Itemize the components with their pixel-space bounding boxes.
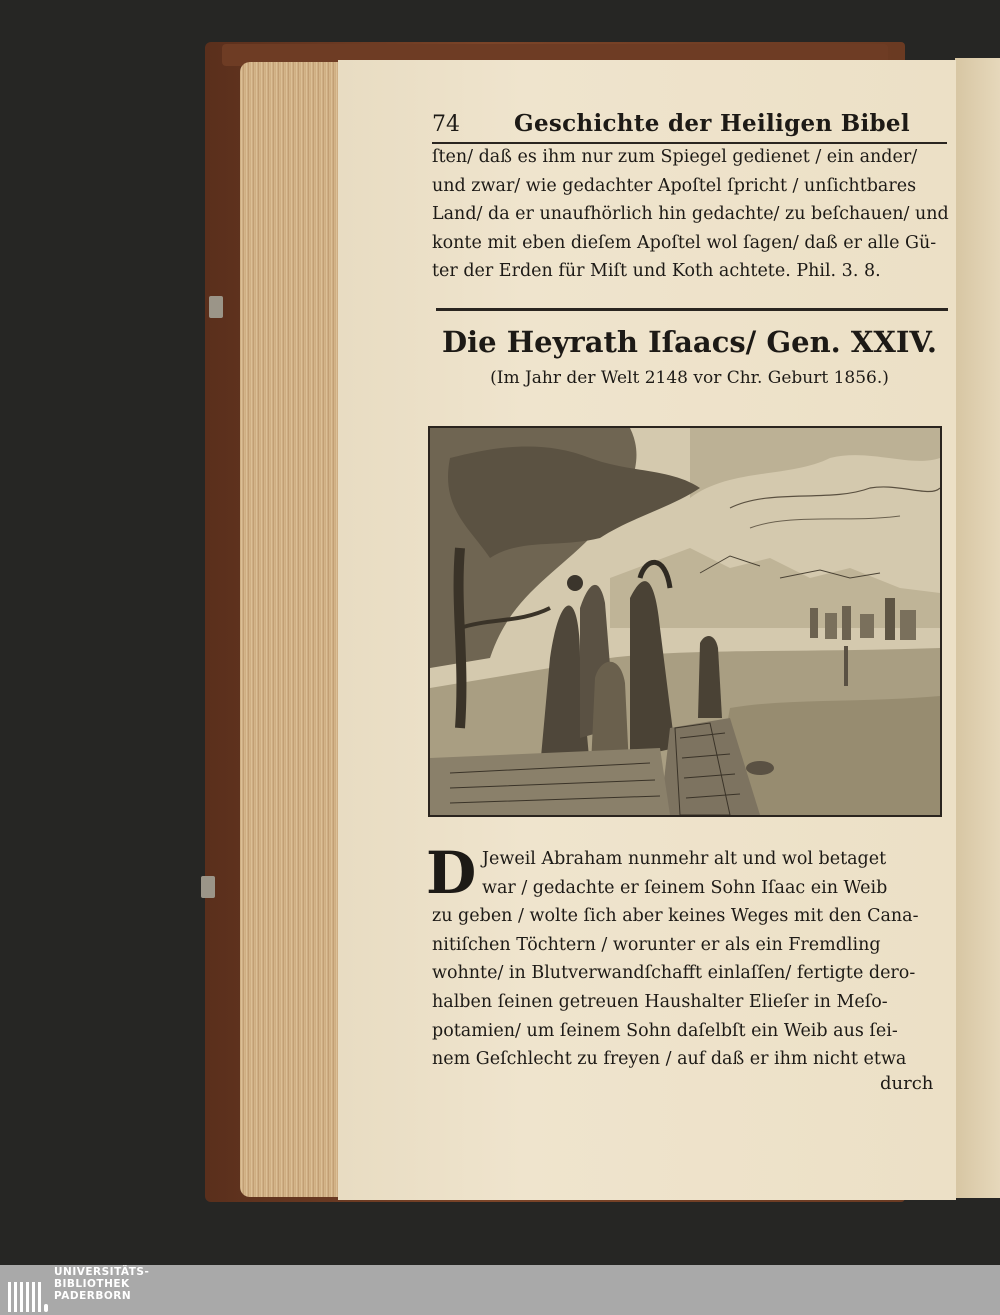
text-line: potamien/ um ſeinem Sohn daſelbſt ein Weib aus ſei-	[432, 1020, 898, 1041]
section-title: Die Heyrath Iſaacs/ Gen. XXIV.	[442, 325, 937, 359]
drop-cap: D	[426, 839, 477, 907]
library-logo-icon	[6, 1270, 48, 1312]
text-line: wohnte/ in Blutverwandſchafft einlaſſen/ fertigte dero-	[432, 963, 916, 984]
section-subtitle: (Im Jahr der Welt 2148 vor Chr. Geburt 1856.)	[490, 368, 889, 388]
text-line: war / gedachte er ſeinem Sohn Iſaac ein Weib	[482, 877, 888, 898]
page-edges	[240, 62, 340, 1197]
text-line: und zwar/ wie gedachter Apoſtel ſpricht / unſichtbares	[432, 175, 917, 196]
top-paragraph	[432, 143, 952, 286]
clasp-top	[209, 296, 223, 318]
library-name-line1: UNIVERSITÄTS-	[54, 1266, 150, 1278]
text-line: nitiſchen Töchtern / worunter er als ein Fremdling	[432, 934, 881, 955]
page-header	[432, 108, 947, 142]
text-line: ſten/ daß es ihm nur zum Spiegel gedienet / ein ander/	[432, 147, 918, 167]
clasp-bottom	[201, 876, 215, 898]
text-line: Jeweil Abraham nunmehr alt und wol betaget	[482, 849, 887, 869]
library-footer	[0, 1265, 1000, 1315]
text-line: konte mit eben dieſem Apoſtel wol ſagen/ daß er alle Gü-	[432, 232, 937, 253]
text-line: ter der Erden für Miſt und Koth achtete. Phil. 3. 8.	[432, 261, 881, 282]
section-rule	[436, 308, 948, 311]
engraving-illustration	[428, 426, 942, 817]
text-line: zu geben / wolte ſich aber keines Weges mit den Cana-	[432, 906, 919, 927]
text-line: Land/ da er unaufhörlich hin gedachte/ zu beſchauen/ und	[432, 204, 949, 225]
text-line: nem Geſchlecht zu freyen / auf daß er ihm nicht etwa	[432, 1049, 907, 1070]
page-number: 74	[432, 112, 460, 137]
library-name	[54, 1266, 149, 1302]
facing-page-edge	[955, 58, 1000, 1198]
running-title: Geschichte der Heiligen Bibel	[514, 110, 910, 137]
text-line: halben ſeinen getreuen Haushalter Elieſer in Meſo-	[432, 991, 888, 1012]
engraving-image	[430, 428, 940, 815]
library-name-line3: PADERBORN	[54, 1290, 132, 1302]
catchword: durch	[880, 1073, 934, 1094]
main-paragraph	[432, 845, 952, 1074]
library-name-line2: BIBLIOTHEK	[54, 1278, 130, 1290]
